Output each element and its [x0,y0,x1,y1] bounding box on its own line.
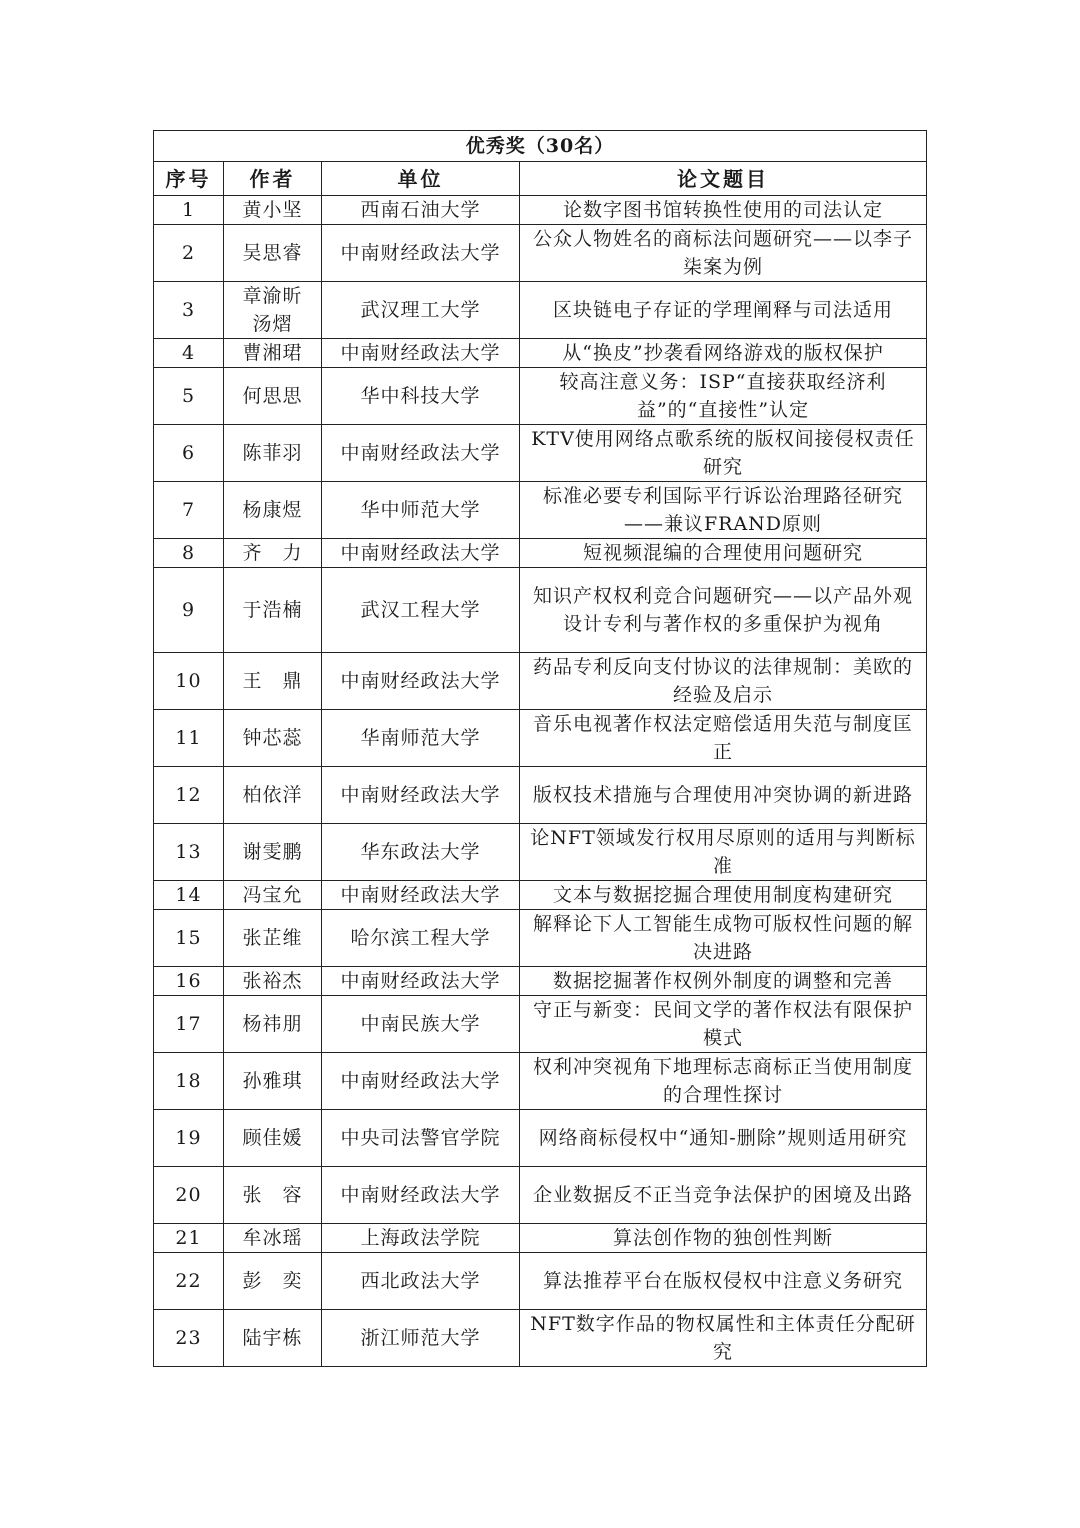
cell-unit: 华东政法大学 [322,824,520,881]
cell-author: 黄小坚 [224,196,322,225]
cell-author: 陈菲羽 [224,425,322,482]
cell-title: KTV使用网络点歌系统的版权间接侵权责任研究 [520,425,927,482]
header-title: 论文题目 [520,162,927,196]
cell-author: 钟芯蕊 [224,710,322,767]
cell-unit: 中南财经政法大学 [322,539,520,568]
cell-unit: 西北政法大学 [322,1253,520,1310]
cell-unit: 中南财经政法大学 [322,881,520,910]
cell-unit: 上海政法学院 [322,1224,520,1253]
cell-title: 药品专利反向支付协议的法律规制：美欧的经验及启示 [520,653,927,710]
table-row [154,482,927,539]
cell-no: 9 [154,568,224,653]
cell-author: 曹湘珺 [224,339,322,368]
cell-title: 解释论下人工智能生成物可版权性问题的解决进路 [520,910,927,967]
cell-no: 11 [154,710,224,767]
cell-no: 7 [154,482,224,539]
cell-unit: 中南财经政法大学 [322,1167,520,1224]
cell-author: 张裕杰 [224,967,322,996]
cell-no: 15 [154,910,224,967]
cell-unit: 华中科技大学 [322,368,520,425]
cell-unit: 中央司法警官学院 [322,1110,520,1167]
table-row [154,710,927,767]
cell-title: 算法创作物的独创性判断 [520,1224,927,1253]
cell-author: 于浩楠 [224,568,322,653]
cell-unit: 中南财经政法大学 [322,967,520,996]
table-caption: 优秀奖（30名） [154,131,927,162]
cell-unit: 中南财经政法大学 [322,653,520,710]
cell-unit: 中南财经政法大学 [322,767,520,824]
cell-unit: 中南财经政法大学 [322,1053,520,1110]
cell-title: 文本与数据挖掘合理使用制度构建研究 [520,881,927,910]
cell-title: 知识产权权利竞合问题研究——以产品外观设计专利与著作权的多重保护为视角 [520,568,927,653]
table-row [154,339,927,368]
cell-title: 版权技术措施与合理使用冲突协调的新进路 [520,767,927,824]
cell-author: 张 容 [224,1167,322,1224]
award-table [153,130,927,1367]
table-row [154,767,927,824]
table-row [154,1310,927,1367]
table-row [154,1224,927,1253]
table-header-row [154,162,927,196]
cell-title: 数据挖掘著作权例外制度的调整和完善 [520,967,927,996]
cell-unit: 中南民族大学 [322,996,520,1053]
table-row [154,1253,927,1310]
table-row [154,824,927,881]
table-row [154,881,927,910]
table-row [154,1167,927,1224]
cell-no: 10 [154,653,224,710]
cell-unit: 西南石油大学 [322,196,520,225]
header-no: 序号 [154,162,224,196]
cell-title: 公众人物姓名的商标法问题研究——以李子柒案为例 [520,225,927,282]
cell-author: 齐 力 [224,539,322,568]
cell-no: 1 [154,196,224,225]
cell-title: 算法推荐平台在版权侵权中注意义务研究 [520,1253,927,1310]
cell-no: 5 [154,368,224,425]
cell-unit: 哈尔滨工程大学 [322,910,520,967]
cell-unit: 中南财经政法大学 [322,339,520,368]
cell-unit: 华中师范大学 [322,482,520,539]
table-row [154,368,927,425]
table-row [154,910,927,967]
cell-title: 守正与新变：民间文学的著作权法有限保护模式 [520,996,927,1053]
cell-title: 较高注意义务：ISP“直接获取经济利益”的“直接性”认定 [520,368,927,425]
table-row [154,1053,927,1110]
cell-no: 21 [154,1224,224,1253]
cell-author: 陆宇栋 [224,1310,322,1367]
cell-no: 12 [154,767,224,824]
cell-author: 牟冰瑶 [224,1224,322,1253]
cell-unit: 中南财经政法大学 [322,225,520,282]
table-caption-row [154,131,927,162]
cell-unit: 中南财经政法大学 [322,425,520,482]
cell-title: 标准必要专利国际平行诉讼治理路径研究——兼议FRAND原则 [520,482,927,539]
header-author: 作者 [224,162,322,196]
table-row [154,1110,927,1167]
cell-no: 18 [154,1053,224,1110]
cell-author: 谢雯鹏 [224,824,322,881]
cell-no: 13 [154,824,224,881]
cell-author: 王 鼎 [224,653,322,710]
cell-author: 张芷维 [224,910,322,967]
cell-no: 16 [154,967,224,996]
cell-title: 企业数据反不正当竞争法保护的困境及出路 [520,1167,927,1224]
cell-author: 孙雅琪 [224,1053,322,1110]
cell-title: NFT数字作品的物权属性和主体责任分配研究 [520,1310,927,1367]
table-row [154,967,927,996]
cell-no: 4 [154,339,224,368]
cell-unit: 浙江师范大学 [322,1310,520,1367]
cell-author: 杨祎朋 [224,996,322,1053]
cell-title: 短视频混编的合理使用问题研究 [520,539,927,568]
cell-no: 20 [154,1167,224,1224]
cell-author: 彭 奕 [224,1253,322,1310]
header-unit: 单位 [322,162,520,196]
table-row [154,225,927,282]
cell-no: 17 [154,996,224,1053]
cell-unit: 武汉工程大学 [322,568,520,653]
cell-no: 22 [154,1253,224,1310]
table-row [154,568,927,653]
cell-author: 冯宝允 [224,881,322,910]
cell-title: 论数字图书馆转换性使用的司法认定 [520,196,927,225]
cell-author: 章渝昕 汤熠 [224,282,322,339]
table-row [154,996,927,1053]
cell-author: 柏依洋 [224,767,322,824]
cell-no: 23 [154,1310,224,1367]
table-row [154,282,927,339]
table-row [154,653,927,710]
table-row [154,539,927,568]
cell-title: 网络商标侵权中“通知-删除”规则适用研究 [520,1110,927,1167]
table-row [154,425,927,482]
cell-no: 3 [154,282,224,339]
table-row [154,196,927,225]
cell-no: 2 [154,225,224,282]
cell-unit: 武汉理工大学 [322,282,520,339]
cell-title: 从“换皮”抄袭看网络游戏的版权保护 [520,339,927,368]
cell-author: 吴思睿 [224,225,322,282]
cell-no: 8 [154,539,224,568]
cell-author: 何思思 [224,368,322,425]
cell-no: 14 [154,881,224,910]
cell-no: 19 [154,1110,224,1167]
cell-unit: 华南师范大学 [322,710,520,767]
cell-title: 区块链电子存证的学理阐释与司法适用 [520,282,927,339]
cell-author: 杨康煜 [224,482,322,539]
cell-title: 权利冲突视角下地理标志商标正当使用制度的合理性探讨 [520,1053,927,1110]
cell-author: 顾佳媛 [224,1110,322,1167]
cell-title: 论NFT领域发行权用尽原则的适用与判断标准 [520,824,927,881]
cell-title: 音乐电视著作权法定赔偿适用失范与制度匡正 [520,710,927,767]
cell-no: 6 [154,425,224,482]
